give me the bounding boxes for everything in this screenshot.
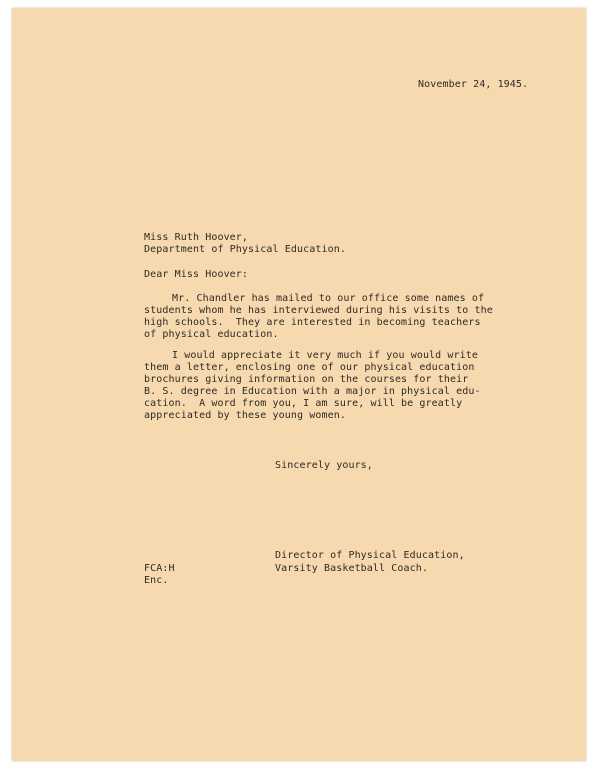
enclosure-note: Enc. bbox=[144, 575, 169, 586]
body-line: B. S. degree in Education with a major in physical edu- bbox=[144, 386, 481, 397]
body-line: high schools. They are interested in becoming teachers bbox=[144, 317, 481, 328]
body-line: of physical education. bbox=[144, 329, 279, 340]
closing: Sincerely yours, bbox=[275, 460, 373, 471]
body-line: appreciated by these young women. bbox=[144, 410, 346, 421]
letter-date: November 24, 1945. bbox=[418, 79, 529, 90]
signature-title: Director of Physical Education, bbox=[275, 550, 465, 561]
signature-title: Varsity Basketball Coach. bbox=[275, 563, 429, 574]
recipient-name: Miss Ruth Hoover, bbox=[144, 232, 249, 243]
salutation: Dear Miss Hoover: bbox=[144, 269, 249, 280]
body-line: Mr. Chandler has mailed to our office some names of bbox=[172, 293, 485, 304]
body-line: I would appreciate it very much if you would write bbox=[172, 350, 479, 361]
body-line: them a letter, enclosing one of our physical education bbox=[144, 362, 475, 373]
letter-page bbox=[12, 8, 586, 761]
typist-initials: FCA:H bbox=[144, 563, 175, 574]
body-line: brochures giving information on the courses for their bbox=[144, 374, 469, 385]
recipient-department: Department of Physical Education. bbox=[144, 244, 346, 255]
body-line: students whom he has interviewed during his visits to the bbox=[144, 305, 493, 316]
body-line: cation. A word from you, I am sure, will be greatly bbox=[144, 398, 463, 409]
